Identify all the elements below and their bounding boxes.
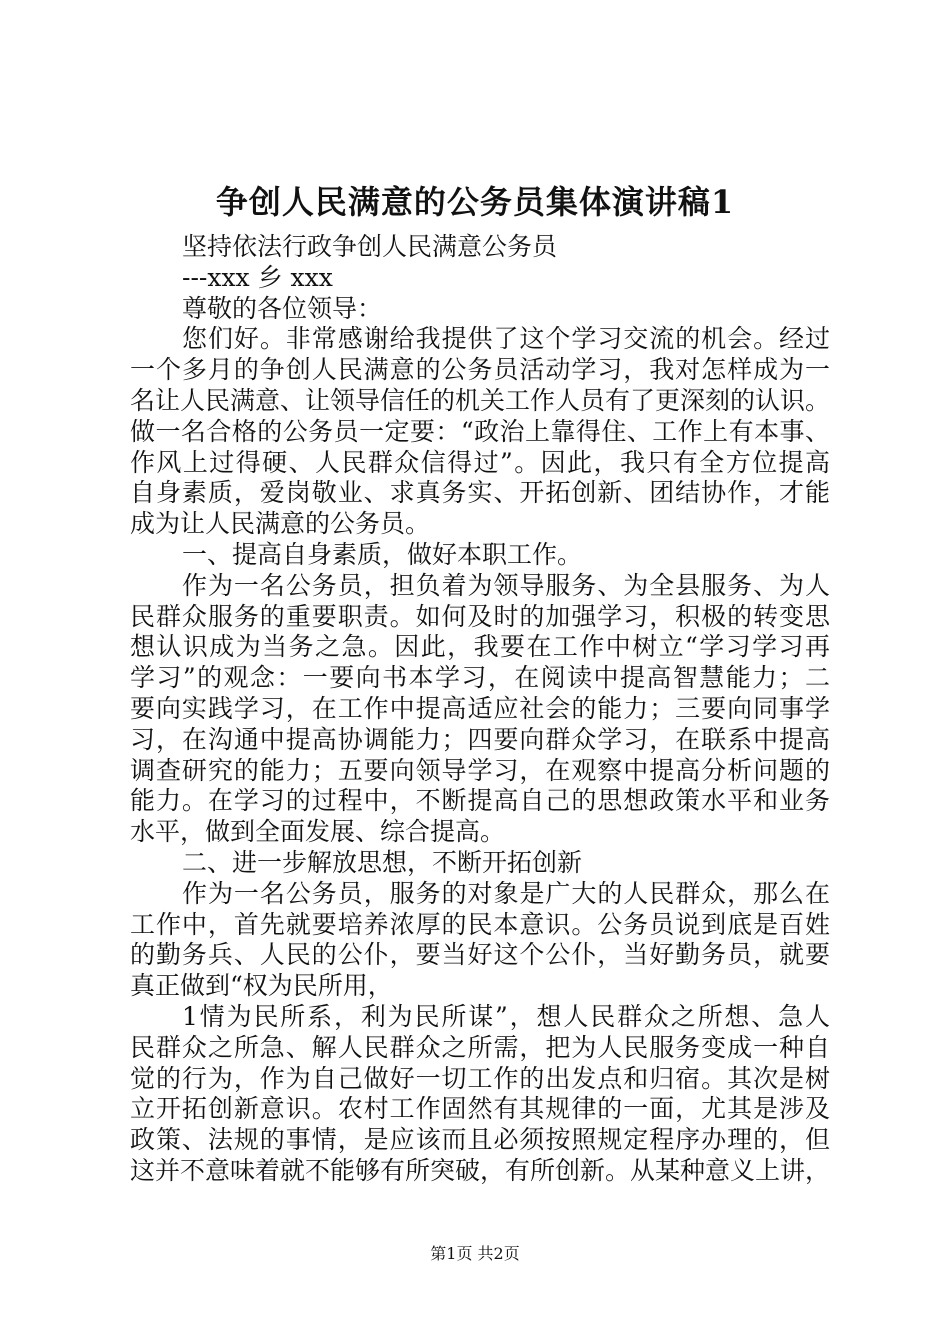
paragraph-line: 成为让人民满意的公务员。 [130,509,431,539]
author-line: ---xxx 乡 xxx [182,262,333,292]
paragraph-line: 想认识成为当务之急。因此，我要在工作中树立“学习学习再 [130,632,830,662]
document-title: 争创人民满意的公务员集体演讲稿1 [215,183,735,221]
paragraph-line: 能力。在学习的过程中，不断提高自己的思想政策水平和业务 [130,786,830,816]
paragraph-line: 的勤务兵、人民的公仆，要当好这个公仆，当好勤务员，就要 [130,940,830,970]
paragraph-line: 真正做到“权为民所用， [130,971,393,1001]
paragraph-line: 自身素质，爱岗敬业、求真务实、开拓创新、团结协作，才能 [130,478,830,508]
subtitle-line: 坚持依法行政争创人民满意公务员 [182,232,558,261]
paragraph-line: 这并不意味着就不能够有所突破，有所创新。从某种意义上讲， [130,1155,831,1185]
paragraph-line: 立开拓创新意识。农村工作固然有其规律的一面，尤其是涉及 [130,1094,830,1124]
paragraph-line: 习，在沟通中提高协调能力；四要向群众学习，在联系中提高 [130,724,830,754]
paragraph-line: 一个多月的争创人民满意的公务员活动学习，我对怎样成为一 [130,355,830,385]
salutation-line: 尊敬的各位领导： [182,293,383,323]
paragraph-line: 觉的行为，作为自己做好一切工作的出发点和归宿。其次是树 [130,1063,830,1093]
document-body [130,232,830,1187]
paragraph-line: 作风上过得硬、人民群众信得过”。因此，我只有全方位提高 [130,447,830,477]
paragraph-line: 政策、法规的事情，是应该而且必须按照规定程序办理的，但 [130,1125,830,1155]
paragraph-line: 要向实践学习，在工作中提高适应社会的能力；三要向同事学 [130,693,830,723]
paragraph-line: 名让人民满意、让领导信任的机关工作人员有了更深刻的认识。 [130,385,831,415]
paragraph-line: 民群众之所急、解人民群众之所需，把为人民服务变成一种自 [130,1032,830,1062]
section-heading-2: 二、进一步解放思想，不断开拓创新 [182,847,583,877]
paragraph-line: 您们好。非常感谢给我提供了这个学习交流的机会。经过 [182,324,830,354]
paragraph-line: 做一名合格的公务员一定要：“政治上靠得住、工作上有本事、 [130,416,830,446]
paragraph-line: 作为一名公务员，担负着为领导服务、为全县服务、为人 [182,570,830,600]
paragraph-line: 水平，做到全面发展、综合提高。 [130,817,506,847]
paragraph-line: 民群众服务的重要职责。如何及时的加强学习，积极的转变思 [130,601,830,631]
paragraph-line: 调查研究的能力；五要向领导学习，在观察中提高分析问题的 [130,755,830,785]
paragraph-line: 工作中，首先就要培养浓厚的民本意识。公务员说到底是百姓 [130,909,830,939]
paragraph-line: 1情为民所系，利为民所谋”，想人民群众之所想、急人 [182,1001,830,1031]
section-heading-1: 一、提高自身素质，做好本职工作。 [182,539,583,569]
page-number-footer: 第1页 共2页 [430,1244,520,1263]
paragraph-line: 作为一名公务员，服务的对象是广大的人民群众，那么在 [182,878,830,908]
paragraph-line: 学习”的观念：一要向书本学习，在阅读中提高智慧能力；二 [130,663,830,693]
